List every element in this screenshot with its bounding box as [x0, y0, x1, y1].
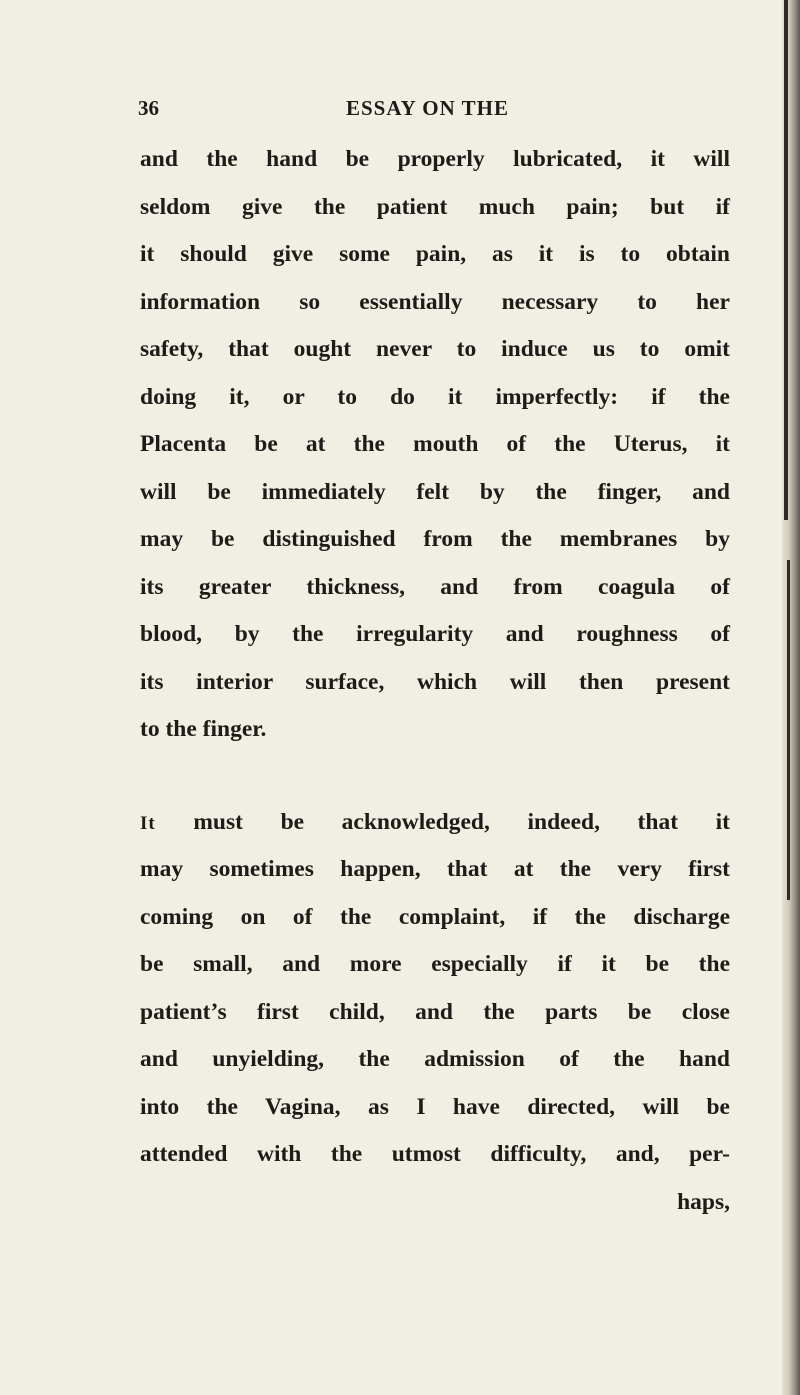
running-head: ESSAY ON THE [346, 96, 509, 120]
text-line: into the Vagina, as I have directed, will be [140, 1093, 730, 1120]
text-line: its interior surface, which will then present [140, 668, 730, 695]
paragraph-gap [140, 754, 730, 799]
text-line: patient’s first child, and the parts be close [140, 998, 730, 1025]
text-line: seldom give the patient much pain; but if [140, 193, 730, 220]
paragraph-2 [140, 799, 730, 1227]
page-header [138, 96, 738, 136]
text-line: be small, and more especially if it be the [140, 951, 730, 977]
text-line: safety, that ought never to induce us to omit [140, 336, 730, 362]
text-line: may be distinguished from the membranes by [140, 526, 730, 552]
catchword: haps, [677, 1188, 730, 1215]
text-line: and unyielding, the admission of the hand [140, 1046, 730, 1072]
paragraph-1 [140, 136, 730, 754]
text-line: attended with the utmost difficulty, and, per- [140, 1141, 730, 1167]
text-line: may sometimes happen, that at the very first [140, 856, 730, 882]
text-line: and the hand be properly lubricated, it will [140, 146, 730, 172]
text-line: will be immediately felt by the finger, and [140, 478, 730, 505]
text-line: its greater thickness, and from coagula of [140, 573, 730, 600]
text-line: doing it, or to do it imperfectly: if the [140, 383, 730, 410]
body-text [140, 136, 730, 1226]
page-number: 36 [138, 96, 159, 120]
text-line-first [140, 799, 730, 847]
page-edge-line [787, 560, 790, 900]
text-line: blood, by the irregularity and roughness of [140, 621, 730, 647]
text-line: information so essentially necessary to her [140, 288, 730, 315]
text-line: coming on of the complaint, if the discharge [140, 903, 730, 930]
first-line-rest: must be acknowledged, indeed, that it [193, 808, 730, 835]
text-line: Placenta be at the mouth of the Uterus, it [140, 431, 730, 457]
page-edge-line [784, 0, 788, 520]
text-line: to the finger. [140, 716, 267, 742]
text-line: it should give some pain, as it is to obtain [140, 241, 730, 267]
small-caps-opening-word: It [140, 812, 156, 834]
